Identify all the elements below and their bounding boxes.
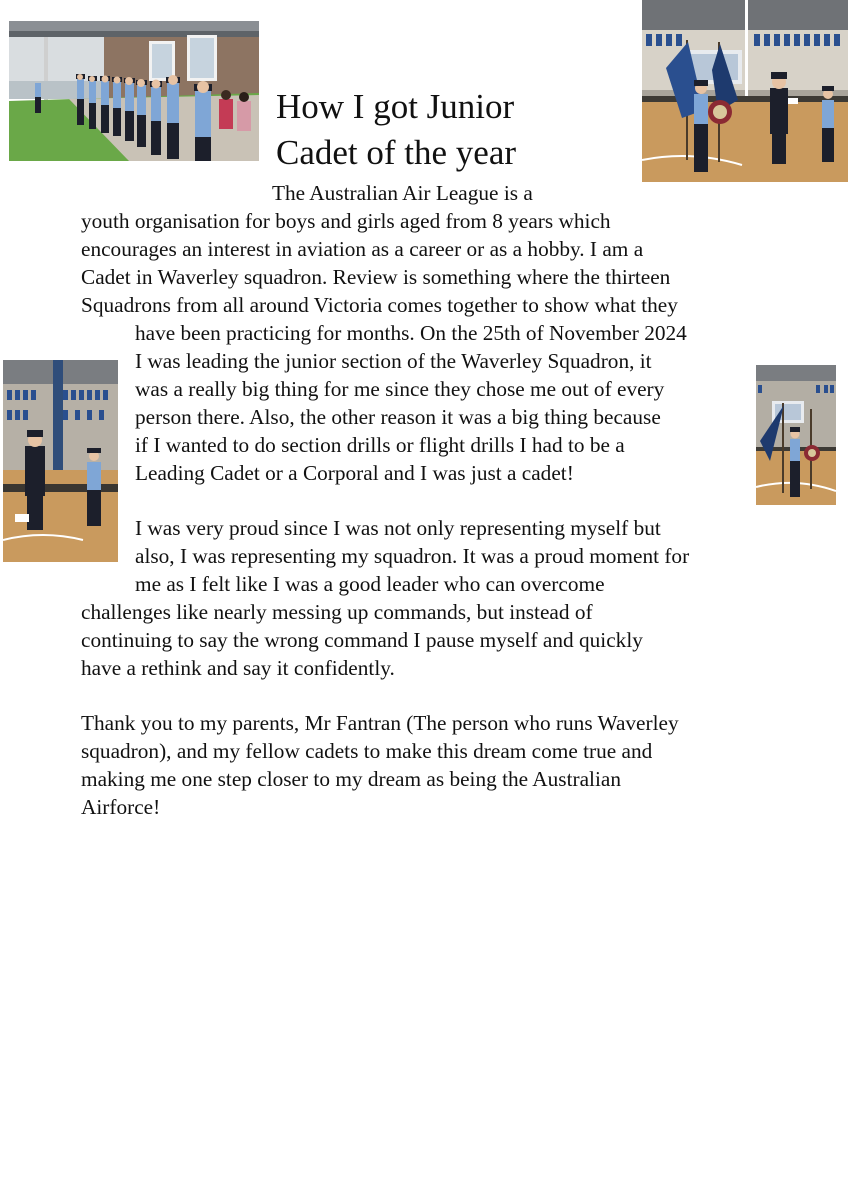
title-line-1: How I got Junior <box>276 87 515 126</box>
photo-cadets-flag-ceremony <box>642 0 848 182</box>
text-line: Cadet in Waverley squadron. Review is something where the thirteen <box>81 265 671 289</box>
text-line: person there. Also, the other reason it was a big thing because <box>135 405 661 429</box>
photo-cadet-with-flag <box>756 365 836 505</box>
text-line: Airforce! <box>81 795 161 819</box>
text-line: continuing to say the wrong command I pause myself and quickly <box>81 628 643 652</box>
text-line: I was leading the junior section of the Waverley Squadron, it <box>135 349 652 373</box>
title-line-2: Cadet of the year <box>276 133 517 172</box>
text-line: also, I was representing my squadron. It was a proud moment for <box>135 544 690 568</box>
text-line: Thank you to my parents, Mr Fantran (The person who runs Waverley <box>81 711 679 735</box>
page-title <box>276 84 516 176</box>
text-line: squadron), and my fellow cadets to make this dream come true and <box>81 739 653 763</box>
text-line: making me one step closer to my dream as being the Australian <box>81 767 621 791</box>
text-line: I was very proud since I was not only representing myself but <box>135 516 661 540</box>
text-line: me as I felt like I was a good leader who can overcome <box>135 572 605 596</box>
text-line: was a really big thing for me since they chose me out of every <box>135 377 665 401</box>
text-line: encourages an interest in aviation as a career or as a hobby. I am a <box>81 237 644 261</box>
text-line: challenges like nearly messing up commands, but instead of <box>81 600 593 624</box>
photo-officer-and-cadet <box>3 360 118 562</box>
text-line: Leading Cadet or a Corporal and I was just a cadet! <box>135 461 574 485</box>
text-line: youth organisation for boys and girls aged from 8 years which <box>81 209 611 233</box>
text-line: Squadrons from all around Victoria comes together to show what they <box>81 293 678 317</box>
text-line: if I wanted to do section drills or flight drills I had to be a <box>135 433 625 457</box>
text-line: have been practicing for months. On the 25th of November 2024 <box>135 321 687 345</box>
text-line: The Australian Air League is a <box>272 181 533 205</box>
photo-cadets-outdoor-parade <box>9 21 259 161</box>
text-line: have a rethink and say it confidently. <box>81 656 395 680</box>
